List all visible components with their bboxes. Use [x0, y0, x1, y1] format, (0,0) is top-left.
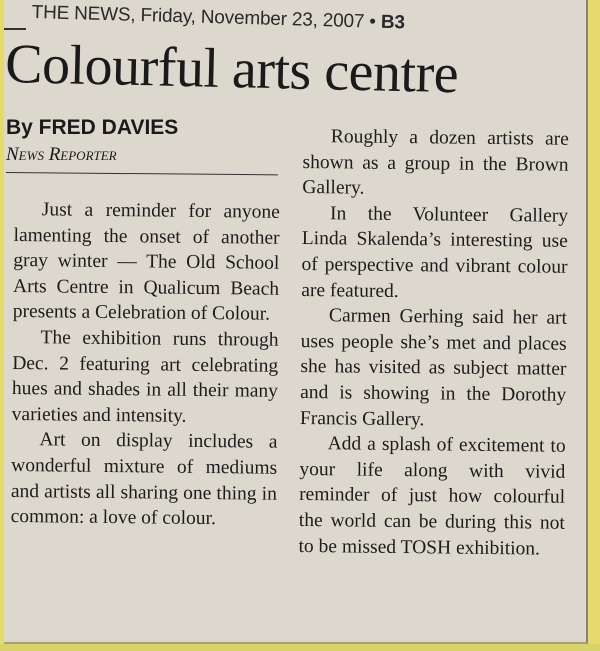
paragraph: Carmen Gerhing said her art uses people she’s met and places she has visited as subject matter and is showing in the Dorothy Francis Gallery.: [299, 305, 568, 430]
paragraph: Add a splash of excitement to your life along with vivid reminder of just how colourful the world can be during this not to be missed TOSH exhibition.: [298, 433, 566, 560]
paragraph: In the Volunteer Gallery Linda Skalenda’s interesting use of perspective and vibrant colour are featured.: [301, 203, 569, 302]
masthead-date: THE NEWS, Friday, November 23, 2007 •: [31, 2, 377, 33]
byline: By FRED DAVIES: [6, 116, 179, 139]
paragraph: Art on display includes a wonderful mixture of mediums and artists all sharing one thing in common: a love of colour.: [10, 429, 278, 530]
newspaper-clipping: [4, 0, 588, 644]
header-dash: [4, 28, 26, 30]
left-column: [11, 197, 280, 532]
paragraph: Just a reminder for anyone lamenting the onset of another gray winter — The Old School Arts Centre in Qualicum Beach presents a Celebration of Colour.: [12, 199, 280, 326]
paragraph: The exhibition runs through Dec. 2 featuring art celebrating hues and shades in all their many varieties and intensity.: [11, 327, 279, 427]
headline: Colourful arts centre: [4, 33, 459, 106]
byline-rule: [6, 172, 278, 175]
masthead-line: [31, 2, 405, 34]
right-column: [298, 124, 569, 562]
background-strip: [0, 644, 600, 651]
page-number: B3: [380, 11, 406, 34]
reporter-role: News Reporter: [6, 144, 117, 165]
paragraph: Roughly a dozen artists are shown as a group in the Brown Gallery.: [302, 126, 569, 199]
